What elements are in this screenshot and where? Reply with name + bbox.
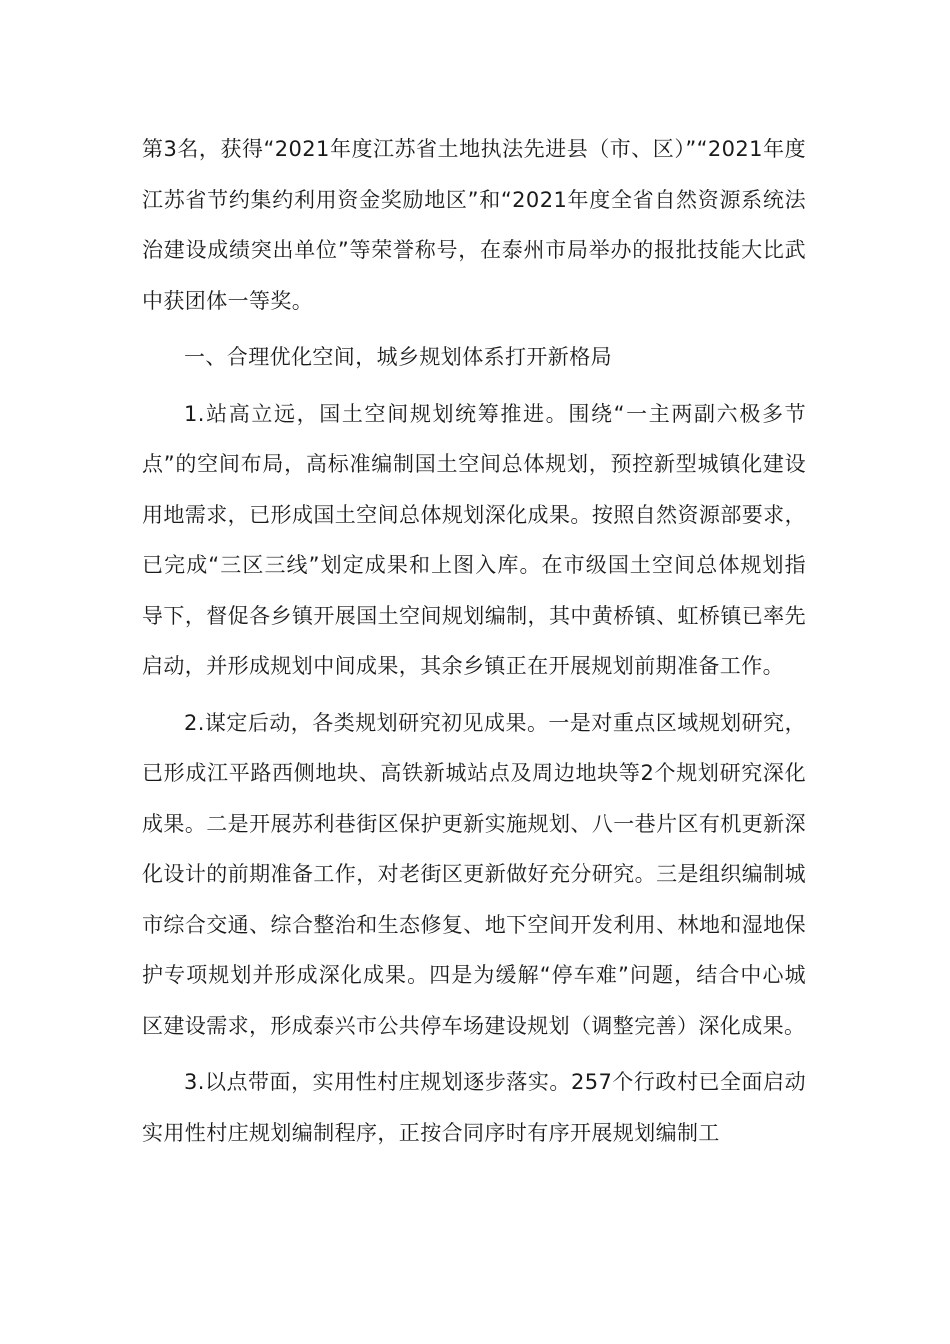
section-heading: 一、合理优化空间，城乡规划体系打开新格局 (184, 345, 612, 369)
document-body (142, 124, 806, 1158)
paragraph-item-3: 3.以点带面，实用性村庄规划逐步落实。257个行政村已全面启动实用性村庄规划编制程序，正按合同序时有序开展规划编制工 (142, 1070, 806, 1145)
paragraph-item-1: 1.站高立远，国土空间规划统筹推进。围绕“一主两副六极多节点”的空间布局，高标准编制国土空间总体规划，预控新型城镇化建设用地需求，已形成国土空间总体规划深化成果。按照自然资源部要求，已完成“三区三线”划定成果和上图入库。在市级国土空间总体规划指导下，督促各乡镇开展国土空间规划编制，其中黄桥镇、虹桥镇已率先启动，并形成规划中间成果，其余乡镇正在开展规划前期准备工作。 (142, 401, 806, 678)
paragraph-continuation: 第3名，获得“2021年度江苏省土地执法先进县（市、区）”“2021年度江苏省节约集约利用资金奖励地区”和“2021年度全省自然资源系统法治建设成绩突出单位”等荣誉称号，在泰州市局举办的报批技能大比武中获团体一等奖。 (142, 137, 806, 313)
paragraph-item-2: 2.谋定后动，各类规划研究初见成果。一是对重点区域规划研究，已形成江平路西侧地块、高铁新城站点及周边地块等2个规划研究深化成果。二是开展苏利巷街区保护更新实施规划、八一巷片区有机更新深化设计的前期准备工作，对老街区更新做好充分研究。三是组织编制城市综合交通、综合整治和生态修复、地下空间开发利用、林地和湿地保护专项规划并形成深化成果。四是为缓解“停车难”问题，结合中心城区建设需求，形成泰兴市公共停车场建设规划（调整完善）深化成果。 (142, 710, 806, 1038)
